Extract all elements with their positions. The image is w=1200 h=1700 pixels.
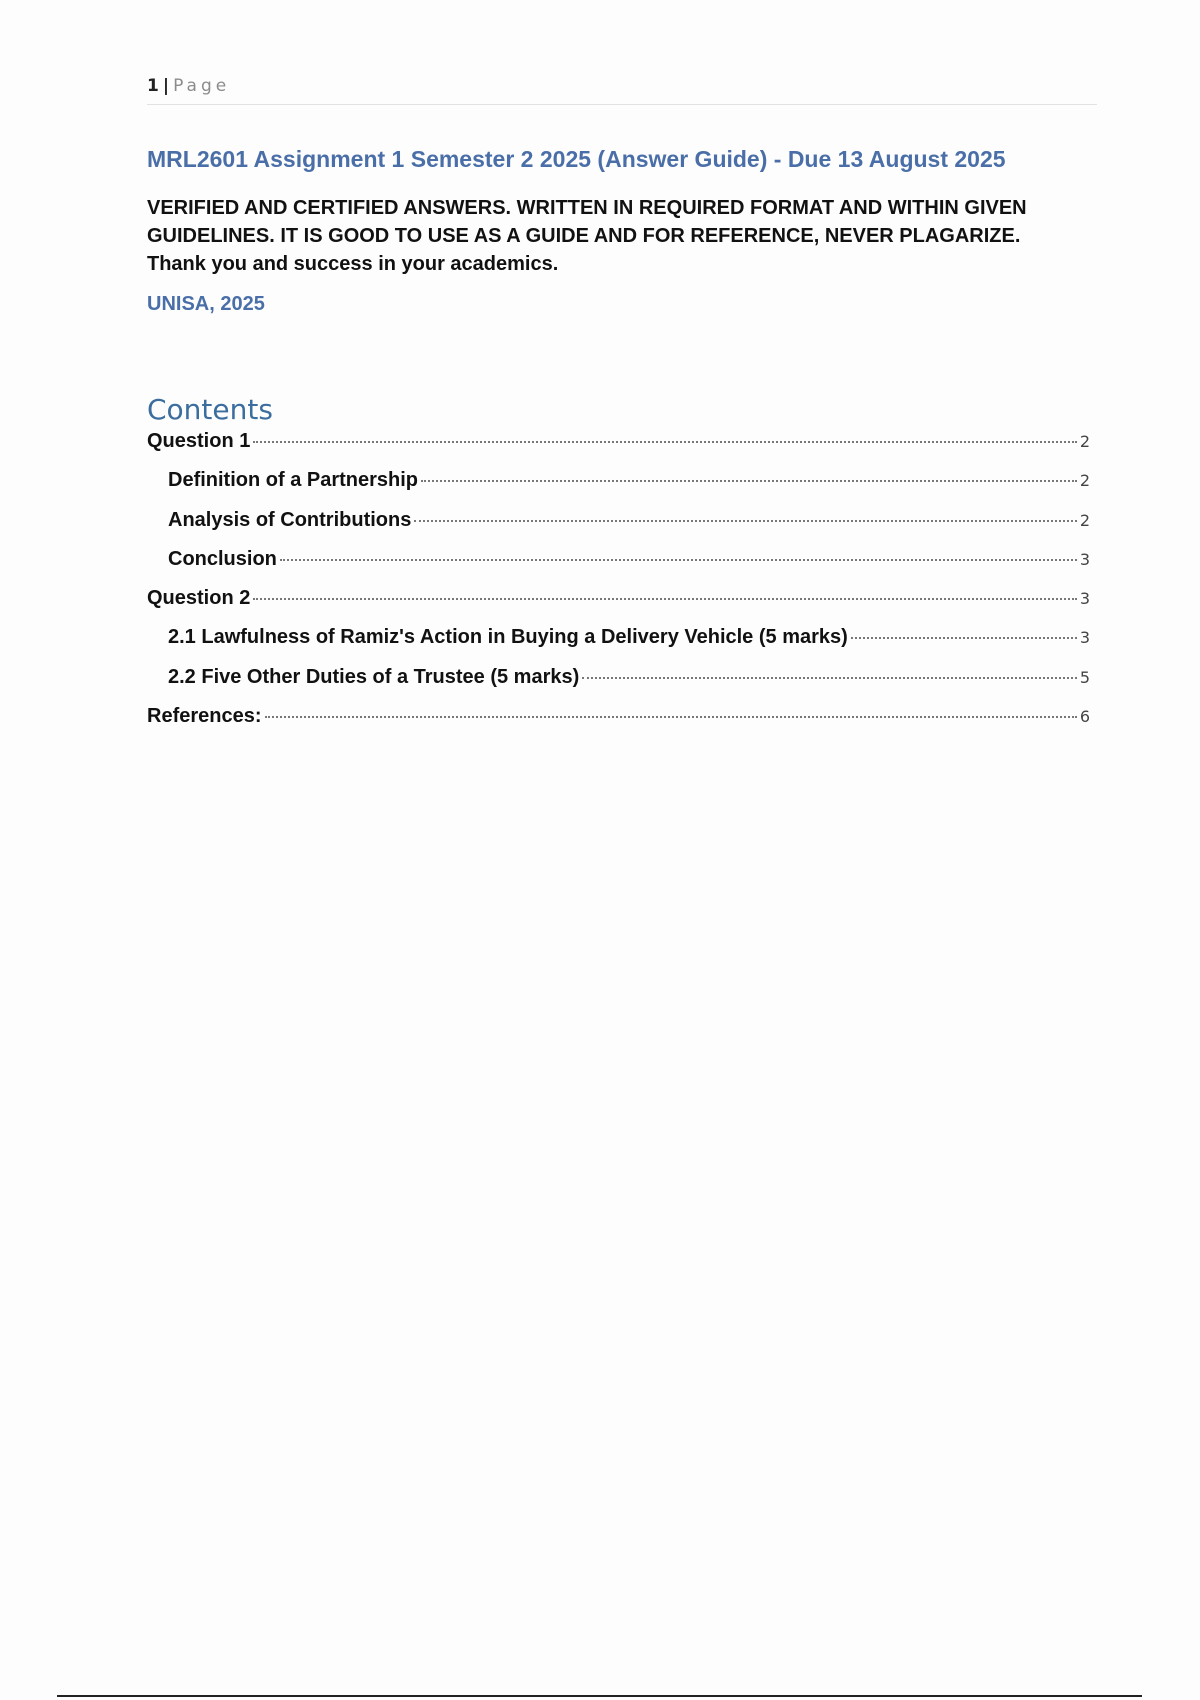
toc-entry-question-1[interactable]	[147, 430, 1090, 469]
toc-heading: Contents	[147, 393, 273, 426]
toc-entry-page: 6	[1079, 707, 1090, 727]
toc-dot-leader	[280, 559, 1077, 561]
toc-entry-references[interactable]	[147, 705, 1090, 744]
toc-entry-label: Analysis of Contributions	[168, 508, 412, 531]
toc-entry-label: Definition of a Partnership	[168, 469, 419, 492]
toc-entry-page: 3	[1079, 549, 1090, 569]
toc-entry-question-2[interactable]	[147, 587, 1090, 626]
toc-entry-label: References:	[147, 705, 262, 728]
intro-paragraph: VERIFIED AND CERTIFIED ANSWERS. WRITTEN IN REQUIRED FORMAT AND WITHIN GIVEN GUIDELINES. IT IS GOOD TO USE AS A GUIDE AND FOR REFERENCE, NEVER PLAGARIZE. Thank you and success in your academics.	[147, 197, 1027, 275]
toc-entry-label: Conclusion	[168, 547, 277, 570]
toc-entry-label: Question 2	[147, 587, 251, 610]
toc-entry-definition-of-partnership[interactable]	[147, 469, 1090, 508]
toc-dot-leader	[582, 677, 1077, 679]
page-header	[147, 76, 1097, 105]
toc-dot-leader	[265, 716, 1077, 718]
toc-dot-leader	[851, 637, 1077, 639]
toc-entry-label: 2.2 Five Other Duties of a Trustee (5 marks)	[168, 665, 580, 688]
page-label: Page	[173, 76, 231, 96]
toc-entry-analysis-of-contributions[interactable]	[147, 509, 1090, 548]
page-number: 1	[147, 76, 159, 96]
toc-dot-leader	[414, 520, 1076, 522]
toc-dot-leader	[421, 480, 1077, 482]
table-of-contents	[147, 430, 1090, 744]
toc-entry-page: 2	[1079, 432, 1090, 451]
page-separator: |	[162, 76, 170, 96]
toc-entry-page: 2	[1079, 510, 1090, 530]
toc-dot-leader	[253, 441, 1076, 443]
toc-entry-page: 3	[1079, 628, 1090, 648]
toc-entry-label: Question 1	[147, 430, 251, 452]
toc-entry-page: 5	[1079, 667, 1090, 687]
toc-entry-conclusion[interactable]	[147, 548, 1090, 587]
toc-entry-2-2-trustee-duties[interactable]	[147, 666, 1090, 705]
toc-entry-page: 3	[1079, 589, 1090, 609]
institution-line: UNISA, 2025	[147, 293, 265, 315]
page-bottom-edge	[57, 1695, 1142, 1697]
toc-entry-2-1-lawfulness[interactable]	[147, 626, 1090, 665]
toc-entry-page: 2	[1079, 471, 1090, 491]
document-title: MRL2601 Assignment 1 Semester 2 2025 (Answer Guide) - Due 13 August 2025	[147, 146, 1006, 172]
toc-dot-leader	[253, 598, 1076, 600]
toc-entry-label: 2.1 Lawfulness of Ramiz's Action in Buying a Delivery Vehicle (5 marks)	[168, 626, 848, 649]
